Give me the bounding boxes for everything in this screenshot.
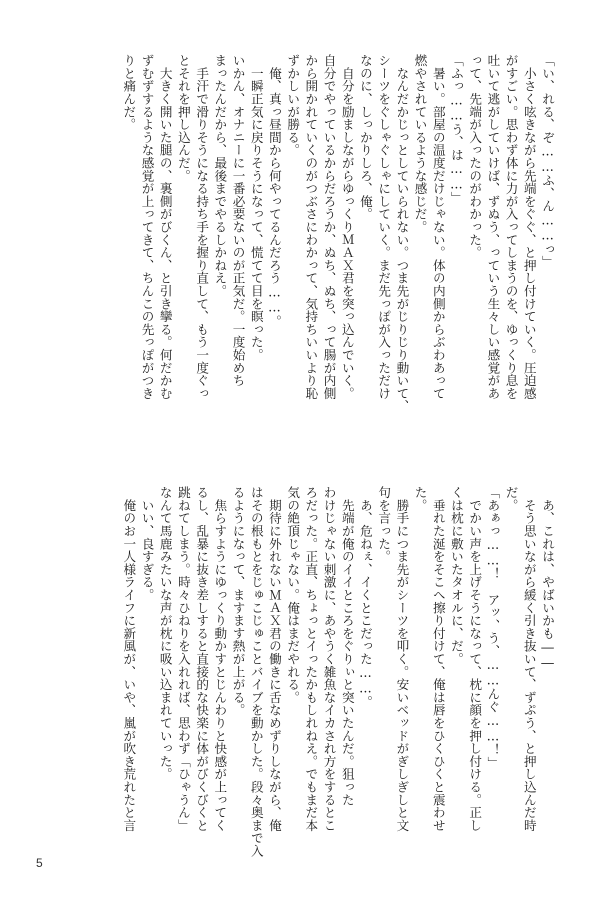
text-block-upper: 「い、れる、ぞ……ふ、ん……っ」 小さく呟きながら先端をぐぐ、と押し付けていく。圧迫感 がすごい。思わず体に力が入ってしまうのを、ゆっくり息を 吐いて逃がしていけば、ずぬう、っていう生々しい感覚があ って、先端が入ったのがわかった。 「ふっ……う、は……」 暑い。部屋の温度だけじゃない。体の内側からぶわあって 燃やされているような感じだ。 なんだかじっとしていられない。つま先がじりじり動いて、 シーツをぐしゃぐしゃにしていく。まだ先っぽが入っただけ なのに、しっかりしろ、俺。 自分を励ましながらゆっくりＭＡＸ君を突っ込んでいく。 自分でやっているからだろうか、ぬち、ぬち、って腸が内側 から開かれていくのがつぶさにわかって、気持ちいいより恥 ずかしいが勝る。 俺、真っ昼間から何やってるんだろう……。 一瞬正気に戻りそうになって、慌てて目を瞑った。 いかん、オナニーに一番必要ないのが正気だ。一度始めち まったんだから、最後までやるしかねえ。 手汗で滑りそうになる持ち手を握り直して、もう一度ぐっ とそれを押し込んだ。 大きく開いた腿の、裏側がびくん、と引き攣る。何だかむ ずむずするような感覚が上ってきて、ちんこの先っぽがつき りと痛んだ。 <box>121 54 555 413</box>
text-block-lower: あ、これは、やばいかも―― そう思いながら緩く引き抜いて、ずぷう、と押し込んだ時 だ。 「あぁっ……！ アッ、う、……んぐ……！」 でかい声を上げそうになって、枕に顔を押し付ける。正し くは枕に敷いたタオルに、だ。 垂れた涎をそこへ擦り付けて、俺は唇をひくひくと震わせ た。 勝手につま先がシーツを叩く。安いベッドがぎしぎしと文 句を言った。 あ、危ねぇ、イくとこだった……。 先端が俺のイイところをぐりぃと突いたんだ。狙った わけじゃない刺激に、あやうく雑魚なイカされ方をするとこ ろだった。正直、ちょっとイったかもしれねえ。でもまだ本 気の絶頂じゃない。俺はまだやれる。 期待に外れないＭＡＸ君の働きに舌なめずりしながら、俺 はその根もとをじゅこじゅことバイブを動かした。段々奥まで入 るようになって、ますます熱が上がる。 焦らすようにゆっくり動かすとじんわりと快感が上ってく るし、乱暴に抜き差しすると直接的な快楽に体がびくびくと 跳ねてしまう。時々ひねりを入れれば、思わず「ひゃうん」 なんて馬鹿みたいな声が枕に吸い込まれていった。 いい、良すぎる。 俺のお一人様ライフに新風が、いや、嵐が吹き荒れたと言 <box>121 486 555 858</box>
page-number: 5 <box>36 856 43 870</box>
